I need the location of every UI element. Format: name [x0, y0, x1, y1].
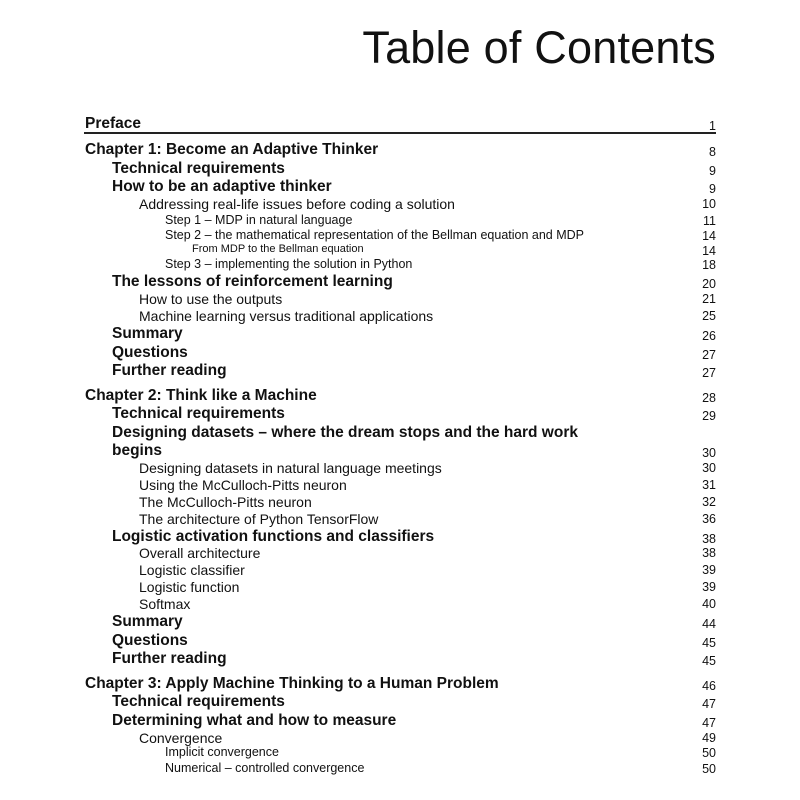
toc-entry[interactable]: [0, 762, 800, 782]
toc-entry-label: Chapter 3: Apply Machine Thinking to a Human Problem: [85, 675, 499, 692]
toc-entry-label: Softmax: [139, 596, 191, 612]
toc-entry-page: 38: [702, 532, 716, 546]
toc-entry-page: 14: [702, 244, 716, 258]
toc-entry[interactable]: [0, 326, 800, 346]
toc-entry-label: The lessons of reinforcement learning: [112, 273, 393, 290]
toc-entry-page: 30: [702, 446, 716, 460]
preface-rule: [84, 132, 716, 134]
toc-entry-label: Technical requirements: [112, 693, 285, 710]
page-title: Table of Contents: [362, 22, 716, 73]
toc-entry-page: 47: [702, 716, 716, 730]
toc-entry-label: Addressing real-life issues before coding a solution: [139, 196, 455, 212]
toc-entry-page: 18: [702, 258, 716, 272]
toc-entry-page: 50: [702, 746, 716, 760]
toc-entry-label: How to use the outputs: [139, 291, 283, 307]
toc-entry-label: Implicit convergence: [165, 745, 279, 759]
toc-entry-label: Overall architecture: [139, 545, 261, 561]
toc-entry-page: 31: [702, 478, 716, 492]
toc-entry-label: Designing datasets in natural language meetings: [139, 460, 442, 476]
toc-entry-label: Logistic classifier: [139, 562, 245, 578]
toc-entry-page: 30: [702, 461, 716, 475]
toc-entry-label: Numerical – controlled convergence: [165, 761, 365, 775]
toc-entry-page: 50: [702, 762, 716, 776]
toc-entry-label: Technical requirements: [112, 160, 285, 177]
toc-entry-page: 45: [702, 636, 716, 650]
toc-entry-page: 26: [702, 329, 716, 343]
toc-entry-page: 9: [709, 182, 716, 196]
toc-entry-label: How to be an adaptive thinker: [112, 178, 332, 195]
toc-entry-label: The architecture of Python TensorFlow: [139, 511, 379, 527]
toc-entry-page: 27: [702, 366, 716, 380]
toc-entry-page: 45: [702, 654, 716, 668]
toc-entry-label: Further reading: [112, 650, 227, 667]
toc-entry-page: 38: [702, 546, 716, 560]
toc-entry-label: begins: [112, 442, 162, 459]
toc-entry-label: Machine learning versus traditional applications: [139, 308, 434, 324]
toc-entry-label: Chapter 1: Become an Adaptive Thinker: [85, 141, 379, 158]
toc-entry[interactable]: [0, 142, 800, 162]
toc-entry-page: 32: [702, 495, 716, 509]
toc-entry[interactable]: [0, 406, 800, 426]
toc-entry-label: Further reading: [112, 362, 227, 379]
toc-entry-label: Using the McCulloch-Pitts neuron: [139, 477, 347, 493]
toc-entry-page: 49: [702, 731, 716, 745]
toc-entry-page: 8: [709, 145, 716, 159]
toc-entry-label: Logistic activation functions and classifiers: [112, 528, 435, 545]
toc-entry-page: 25: [702, 309, 716, 323]
toc-entry-label: Step 1 – MDP in natural language: [165, 213, 353, 227]
toc-entry-label: Technical requirements: [112, 405, 285, 422]
toc-entry[interactable]: [0, 614, 800, 634]
toc-entry[interactable]: [0, 713, 800, 733]
toc-entry-label: Logistic function: [139, 579, 240, 595]
toc-entry[interactable]: [0, 651, 800, 671]
toc-entry-label: Questions: [112, 632, 188, 649]
toc-entry-page: 1: [709, 119, 716, 133]
toc-entry-label: Convergence: [139, 730, 223, 746]
toc-entry-label: Summary: [112, 613, 183, 630]
toc-entry-page: 21: [702, 292, 716, 306]
toc-entry-page: 14: [702, 229, 716, 243]
toc-entry[interactable]: [0, 274, 800, 294]
toc-entry-page: 28: [702, 391, 716, 405]
toc-entry-label: From MDP to the Bellman equation: [192, 243, 364, 255]
toc-entry-label: Questions: [112, 344, 188, 361]
toc-entry-page: 40: [702, 597, 716, 611]
toc-entry-page: 39: [702, 563, 716, 577]
toc-entry-label: Chapter 2: Think like a Machine: [85, 387, 317, 404]
toc-entry-page: 36: [702, 512, 716, 526]
toc-entry-page: 11: [703, 214, 716, 228]
toc-entry-page: 10: [702, 197, 716, 211]
toc-entry-label: Step 3 – implementing the solution in Python: [165, 257, 413, 271]
toc-entry-page: 27: [702, 348, 716, 362]
toc-entry-label: The McCulloch-Pitts neuron: [139, 494, 312, 510]
toc-entry-page: 29: [702, 409, 716, 423]
toc-entry-page: 44: [702, 617, 716, 631]
toc-entry-page: 9: [709, 164, 716, 178]
toc-entry-page: 20: [702, 277, 716, 291]
toc-entry-label: Preface: [85, 115, 142, 132]
toc-entry-label: Determining what and how to measure: [112, 712, 397, 729]
toc-entry-page: 46: [702, 679, 716, 693]
toc-entry-label: Summary: [112, 325, 183, 342]
toc-entry[interactable]: [0, 694, 800, 714]
toc-entry-label: Designing datasets – where the dream stops and the hard work: [112, 424, 578, 441]
toc-entry-label: Step 2 – the mathematical representation of the Bellman equation and MDP: [165, 228, 585, 242]
toc-entry[interactable]: [0, 363, 800, 383]
toc-entry-page: 39: [702, 580, 716, 594]
toc-entry-page: 47: [702, 697, 716, 711]
